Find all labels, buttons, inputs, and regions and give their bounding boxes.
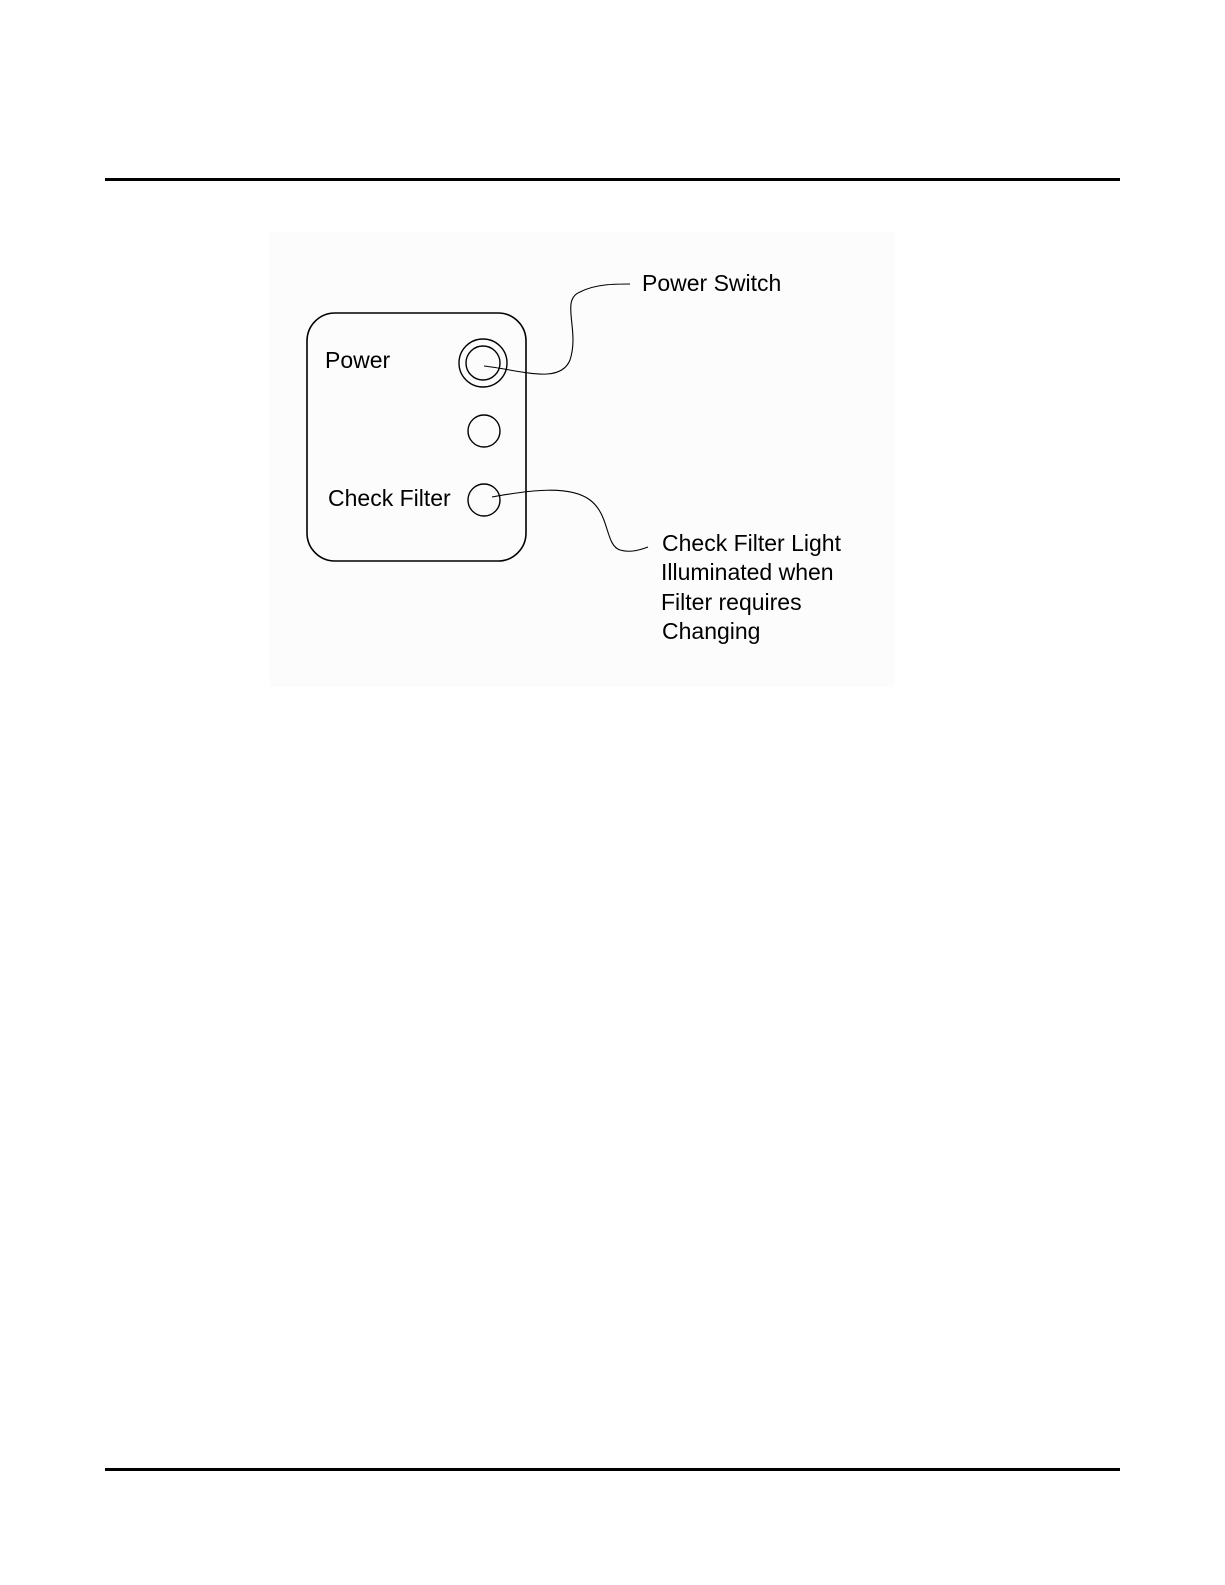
check-filter-callout-line-2: Illuminated when — [661, 559, 834, 585]
power-switch-callout: Power Switch — [642, 270, 782, 296]
power-label: Power — [325, 347, 391, 373]
check-filter-callout-line-1: Check Filter Light — [662, 530, 841, 556]
figure-background — [270, 232, 895, 687]
check-filter-callout-line-3: Filter requires — [661, 589, 802, 615]
check-filter-label: Check Filter — [328, 485, 451, 511]
footer-rule — [105, 1468, 1120, 1471]
check-filter-callout-line-4: Changing — [662, 618, 761, 644]
